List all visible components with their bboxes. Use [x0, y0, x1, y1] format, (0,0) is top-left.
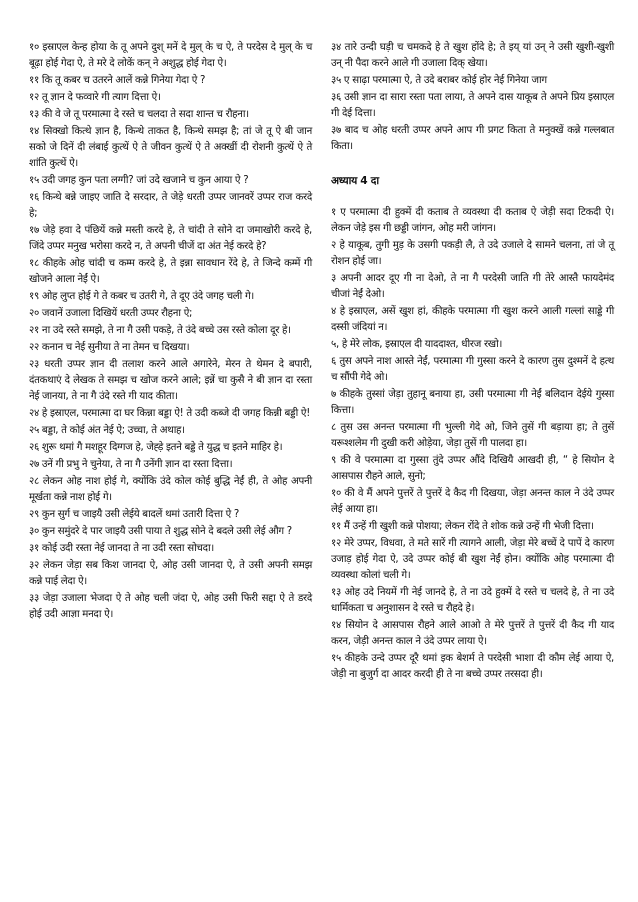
verse: १० की वे मैं अपने पुत्तरें ते पुत्तरें दे कैद गी दिखया, जेड़ा अनन्त काल ने उंदे उप्पर लेई आया हा।	[331, 488, 614, 515]
verse: ३२ लेकन जेड़ा सब किश जानदा ऐ, ओह उसी जानदा ऐ, ते उसी अपनी समझ कन्ने पाई लेदा ऐ।	[29, 560, 312, 587]
verse: ९ की वे परमात्मा दा गुस्सा तुंदे उप्पर औंदे दिखियै आखदी ही, “ हे सियोन दे आसपास रौहने आले, सुनो;	[331, 455, 614, 482]
right-column-bottom-verses	[331, 205, 614, 683]
left-column	[29, 40, 312, 624]
verse: ६ तुस अपने नाश आस्ते नेईं, परमात्मा गी गुस्सा करने दे कारण तुस दुश्मनें दे हत्थ च सौंपी गेदे ओ।	[331, 356, 614, 383]
verse: ३० कुन समुंदरे दे पार जाइयै उसी पाया ते शुद्ध सोने दे बदले उसी लेई औग ?	[29, 526, 292, 537]
verse: २६ शुरू थमां गै मशहूर दिग्गज हे, जेह्ड़े इतने बड्डे ते युद्ध च इतने माहिर हे।	[29, 442, 283, 453]
verse: १ ए परमात्मा दी हुक्में दी कताब ते व्यवस्था दी कताब ऐ जेड़ी सदा टिकदी ऐ। लेकन जेड़े इस गी छड्डी जांगन, ओह मरी जांगन।	[331, 207, 614, 234]
verse: १५ कीहके उन्दे उप्पर दूरै थमां इक बेशर्म ते परदेसी भाशा दी कौम लेई आया ऐ, जेड़ी ना बुजुर्ग दा आदर करदी ही ते ना बच्चे उप्पर तरसदा ही।	[331, 653, 614, 680]
right-column-top-verses	[331, 40, 614, 155]
verse: २८ लेकन ओह नाश होई गे, क्योंकि उंदे कोल कोई बुद्धि नेईं ही, ते ओह अपनी मूर्खता कन्ने नाश होई गे।	[29, 476, 312, 503]
verse: २७ उनें गी प्रभु ने चुनेया, ते ना गै उनेंगी ज्ञान दा रस्ता दित्ता।	[29, 459, 233, 470]
verse: ३७ बाद च ओह धरती उप्पर अपने आप गी प्रगट किता ते मनुक्खें कन्ने गल्लबात किता।	[331, 125, 614, 152]
verse: १२ मेरे उप्पर, विधवा, ते मते सारें गी त्यागने आली, जेड़ा मेरे बच्चें दे पापें दे कारण उजाड़ होई गेदा ऐ, उदे उप्पर कोई बी खुश नेईं होन। क्योंकि ओह परमात्मा दी व्यवस्था कोलां चली गे।	[331, 538, 614, 581]
verse: १८ कीहके ओह चांदी च कम्म करदे हे, ते इन्ना सावधान रेंदे हे, ते जिन्दे कम्में गी खोजने आला नेईं ऐ।	[29, 258, 312, 285]
verse: ३१ कोई उदी रस्ता नेई जानदा ते ना उदी रस्ता सोचदा।	[29, 543, 214, 554]
verse: ११ मैं उन्हें गी खुशी कन्ने पोशया; लेकन रोंदे ते शोक कन्ने उन्हें गी भेजी दित्ता।	[331, 521, 594, 532]
verse: १४ सियोन दे आसपास रौहने आले आओ ते मेरे पुत्तरें ते पुत्तरें दी कैद गी याद करन, जेड़ी अनन्त काल ने उंदे उप्पर लाया ऐ।	[331, 620, 614, 647]
verse: १३ की वे जे तू परमात्मा दे रस्ते च चलदा ते सदा शान्त च रौहना।	[29, 109, 249, 120]
verse: १६ किन्थे बन्ने जाइए जाति दे सरदार, ते जेड़े धरती उप्पर जानवरें उप्पर राज करदे हे;	[29, 192, 312, 219]
verse: १० इस्राएल केन्ह होया के तू अपने दुश् मनें दे मुल् के च ऐ, ते परदेस दे मुल् के च बूढ़ा होई गेदा ऐ, ते मरे दे लोकें कन् ने अशुद्ध होई गेदा ऐ।	[29, 42, 312, 69]
verse: १३ ओह उदे नियमें गी नेई जानदे हे, ते ना उदे हुक्में दे रस्ते च चलदे हे, ते ना उदे धार्मिकता च अनुशासन दे रस्ते च रौहदे हे।	[331, 587, 614, 614]
verse: ३५ ए साढ़ा परमात्मा ऐ, ते उदे बराबर कोई होर नेई गिनेया जाग	[331, 75, 547, 86]
verse: १७ जेड़े हवा दे पंछियें कन्ने मस्ती करदे हे, ते चांदी ते सोने दा जमाखोरी करदे हे, जिंदे उप्पर मनुख भरोसा करदे न, ते अपनी चीजें दा अंत नेई करदे हे?	[29, 225, 312, 252]
verse: २९ कुन सुर्ग च जाइयै उसी लेईये बादलें थमां उतारी दित्ता ऐ ?	[29, 509, 239, 520]
verse: १५ उदी जगह कुन पता लग्गी? जां उदे खजाने च कुन आया ऐ ?	[29, 175, 249, 186]
verse: ७ कीहके तुस्सां जेड़ा तुहानू बनाया हा, उसी परमात्मा गी नेईं बलिदान देईये गुस्सा कित्ता।	[331, 389, 614, 416]
verse: ४ हे इस्राएल, असें खुश हां, कीहके परमात्मा गी खुश करने आली गल्लां साड्डे गी दस्सी जंदियां न।	[331, 306, 614, 333]
verse: २ हे याकूब, तुगी मुड़ के उसगी पकड़ी लै, ते उदे उजाले दे सामने चलना, तां जे तू रोशन होई जा।	[331, 240, 614, 267]
right-column	[331, 40, 614, 684]
verse: ३४ तारे उन्दी घड़ी च चमकदे हे ते खुश होंदे हे; ते इय् यां उन् ने उसी खुशी-खुशी उन् नी पैदा करने आले गी उजाला दिक् खेया।	[331, 42, 614, 69]
verse: ५, हे मेरे लोक, इस्राएल दी याददाश्त, धीरज रखो।	[331, 339, 503, 350]
verse: ३६ उसी ज्ञान दा सारा रस्ता पता लाया, ते अपने दास याकूब ते अपने प्रिय इस्राएल गी देई दित्ता।	[331, 92, 614, 119]
verse: २२ कनान च नेई सुनीया ते ना तेमन च दिखया।	[29, 342, 190, 353]
verse: २४ हे इस्राएल, परमात्मा दा घर किन्ना बड्डा ऐ! ते उदी कब्जे दी जगह किन्नी बड्डी ऐ!	[29, 408, 310, 419]
verse: ८ तुस उस अनन्त परमात्मा गी भुल्ली गेदे ओ, जिने तुसें गी बड़ाया हा; ते तुसें यरूश्शलेम गी दुखी करी ओड़ेया, जेड़ा तुसें गी पालदा हा।	[331, 422, 614, 449]
verse: ११ कि तू कबर च उतरने आलें कन्ने गिनेया गेदा ऐ ?	[29, 75, 206, 86]
verse: २५ बड्डा, ते कोई अंत नेई ऐ; उच्चा, ते अथाह।	[29, 425, 185, 436]
verse: ३३ जेड़ा उजाला भेजदा ऐ ते ओह चली जंदा ऐ, ओह उसी फिरी सद्दा ऐ ते डरदे होई उदी आज्ञा मनदा ऐ।	[29, 593, 312, 620]
verse: १२ तू ज्ञान दे फव्वारे गी त्याग दित्ता ऐ।	[29, 92, 161, 103]
verse: २० जवानें उजाला दिखियें धरती उप्पर रौहना ऐ;	[29, 308, 193, 319]
chapter-heading: अध्याय 4 दा	[331, 175, 379, 187]
verse: २१ ना उदे रस्ते समझे, ते ना गै उसी पकड़े, ते उंदे बच्चे उस रस्ते कोला दूर हे।	[29, 325, 291, 336]
verse: १४ सिक्खो कित्थे ज्ञान है, किन्थे ताकत है, किन्थे समझ है; तां जे तू ऐ बी जान सको जे दिनें दी लंबाई कुत्थें ऐ ते जीवन कुत्थें ऐ ते अक्खीं दी रोशनी कुत्थें ऐ ते शांति कुत्थें ऐ।	[29, 126, 312, 169]
verse: ३ अपनी आदर दूए गी ना देओ, ते ना गै परदेसी जाति गी तेरे आस्तै फायदेमंद चीजां नेईं देओ।	[331, 273, 614, 300]
verse: २३ धरती उप्पर ज्ञान दी तलाश करने आले अगारेने, मेरन ते थेमन दे बपारी, दंतकथाएं दे लेखक ते समझ च खोज करने आले; इन्नें चा कुसै ने बी ज्ञान दा रस्ता नेई जानया, ते ना गै उंदे रस्ते गी याद कीता।	[29, 359, 312, 402]
verse: १९ ओह लुप्त होई गे ते कबर च उतरी गे, ते दूए उंदे जगह चली गे।	[29, 291, 254, 302]
